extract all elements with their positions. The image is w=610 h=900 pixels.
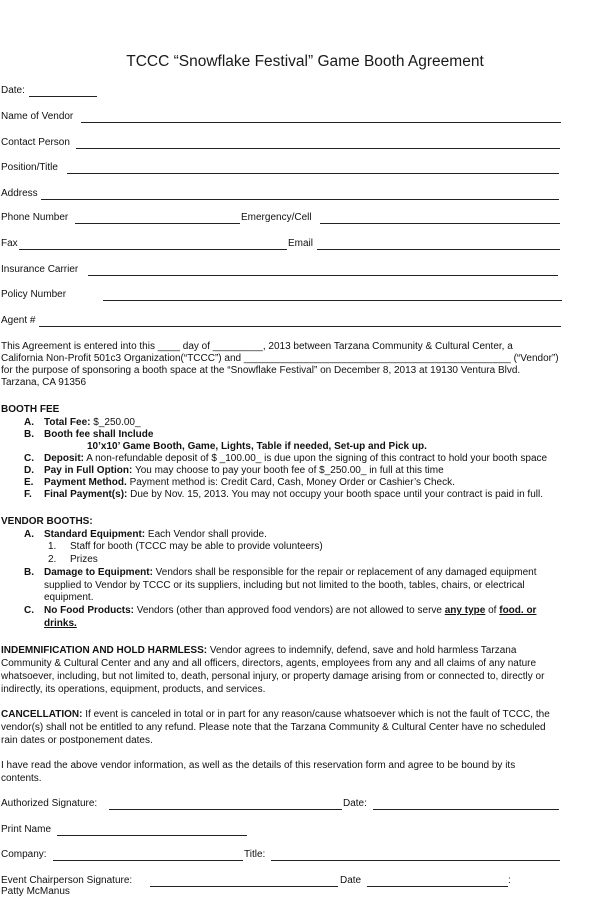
contact-person-label: Contact Person (1, 137, 70, 148)
phone-number-field[interactable] (75, 223, 240, 224)
cancellation-line-3: rain dates or postponement dates. (1, 735, 153, 746)
agent-label: Agent # (1, 315, 36, 326)
position-title-label: Position/Title (1, 162, 58, 173)
indemnification-line-1: INDEMNIFICATION AND HOLD HARMLESS: Vendor agrees to indemnify, defend, save and hold harmless Tarzana (1, 645, 517, 656)
authorized-signature-label: Authorized Signature: (1, 798, 98, 809)
date-label-2: Date (340, 875, 362, 886)
agreement-line-4: Tarzana, CA 91356 (1, 377, 87, 388)
contact-person-field[interactable] (76, 148, 560, 149)
chairperson-signature-field[interactable] (150, 886, 338, 887)
company-label: Company: (1, 849, 47, 860)
vendor-booths-item-b-line-2: supplied to Vendor by TCCC or its suppliers, including but not limited to the booth, tables, chairs, or electrical (44, 580, 525, 591)
agreement-line-1: This Agreement is entered into this ____ day of _________, 2013 between Tarzana Community & Cultural Center, a (1, 341, 513, 352)
print-name-field[interactable] (57, 835, 247, 836)
vendor-booths-item-a: A. Standard Equipment: Each Vendor shall provide. (24, 529, 267, 540)
chairperson-name: Patty McManus (1, 886, 70, 897)
phone-number-label: Phone Number (1, 212, 69, 223)
document-title: TCCC “Snowflake Festival” Game Booth Agreement (126, 53, 484, 70)
fax-label: Fax (1, 238, 18, 249)
email-field[interactable] (317, 249, 560, 250)
vendor-name-field[interactable] (81, 122, 561, 123)
vendor-booths-sub-1: 1. Staff for booth (TCCC may be able to provide volunteers) (48, 541, 323, 552)
booth-fee-item-a: A. Total Fee: $_250.00_ (24, 417, 141, 428)
booth-fee-item-d: D. Pay in Full Option: You may choose to pay your booth fee of $_250.00_ in full at this time (24, 465, 444, 476)
insurance-carrier-field[interactable] (88, 275, 558, 276)
date-colon: : (508, 875, 511, 886)
emergency-cell-field[interactable] (320, 223, 560, 224)
vendor-booths-item-c: C. No Food Products: Vendors (other than approved food vendors) are not allowed to serve any type of food. or (24, 605, 537, 616)
date-field[interactable] (29, 96, 97, 97)
booth-fee-item-c: C. Deposit: A non-refundable deposit of $ _100.00_ is due upon the signing of this contract to hold your booth space (24, 453, 548, 464)
policy-number-label: Policy Number (1, 289, 67, 300)
booth-fee-item-b: B. Booth fee shall Include (24, 429, 154, 440)
authorized-signature-field[interactable] (109, 809, 342, 810)
title-label: Title: (244, 849, 266, 860)
title-field[interactable] (271, 860, 560, 861)
address-label: Address (1, 188, 38, 199)
date-label-1: Date: (343, 798, 367, 809)
chairperson-signature-label: Event Chairperson Signature: (1, 875, 133, 886)
acknowledgement-line-2: contents. (1, 773, 42, 784)
cancellation-line-2: vendor(s) shall not be entitled to any refund. Please note that the Tarzana Community & Cultural Center have no scheduled (1, 722, 546, 733)
policy-number-field[interactable] (103, 300, 562, 301)
date-label: Date: (1, 85, 25, 96)
booth-includes-line: 10’x10’ Game Booth, Game, Lights, Table if needed, Set-up and Pick up. (87, 441, 427, 452)
agreement-line-2: California Non-Profit 501c3 Organization(“TCCC”) and ________________________________________________ (“Vendor”) (1, 353, 559, 364)
print-name-label: Print Name (1, 824, 52, 835)
email-label: Email (288, 238, 314, 249)
insurance-carrier-label: Insurance Carrier (1, 264, 79, 275)
booth-fee-item-e: E. Payment Method. Payment method is: Credit Card, Cash, Money Order or Cashier’s Check. (24, 477, 455, 488)
vendor-name-label: Name of Vendor (1, 111, 74, 122)
indemnification-line-3: whatsoever, including, but not limited to, death, personal injury, or property damage arising from or connected to, directly or (1, 671, 545, 682)
acknowledgement-line-1: I have read the above vendor information, as well as the details of this reservation form and agree to be bound by its (1, 760, 516, 771)
date-field-1[interactable] (373, 809, 559, 810)
agreement-line-3: for the purpose of sponsoring a booth space at the “Snowflake Festival” on December 8, 2013 at 19130 Ventura Blvd. (1, 365, 521, 376)
emergency-cell-label: Emergency/Cell (241, 212, 312, 223)
agent-field[interactable] (39, 326, 561, 327)
vendor-booths-heading: VENDOR BOOTHS: (1, 516, 93, 527)
indemnification-line-4: indirectly, its operations, equipment, products, and services. (1, 684, 266, 695)
company-field[interactable] (53, 860, 243, 861)
date-field-2[interactable] (367, 886, 508, 887)
vendor-booths-sub-2: 2. Prizes (48, 554, 98, 565)
address-field[interactable] (41, 199, 559, 200)
vendor-booths-item-b-line-3: equipment. (44, 592, 94, 603)
booth-fee-item-f: F. Final Payment(s): Due by Nov. 15, 2013. You may not occupy your booth space until your contract is paid in full. (24, 489, 543, 500)
booth-fee-heading: BOOTH FEE (1, 404, 60, 415)
fax-field[interactable] (19, 249, 287, 250)
cancellation-line-1: CANCELLATION: If event is canceled in total or in part for any reason/cause whatsoever which is not the fault of TCCC, the (1, 709, 550, 720)
indemnification-line-2: Community & Cultural Center and any and all officers, directors, agents, employees from any and all claims of any nature (1, 658, 537, 669)
position-title-field[interactable] (67, 173, 559, 174)
vendor-booths-item-c-line-2: drinks. (44, 618, 77, 629)
vendor-booths-item-b: B. Damage to Equipment: Vendors shall be responsible for the repair or replacement of any damaged equipment (24, 567, 537, 578)
